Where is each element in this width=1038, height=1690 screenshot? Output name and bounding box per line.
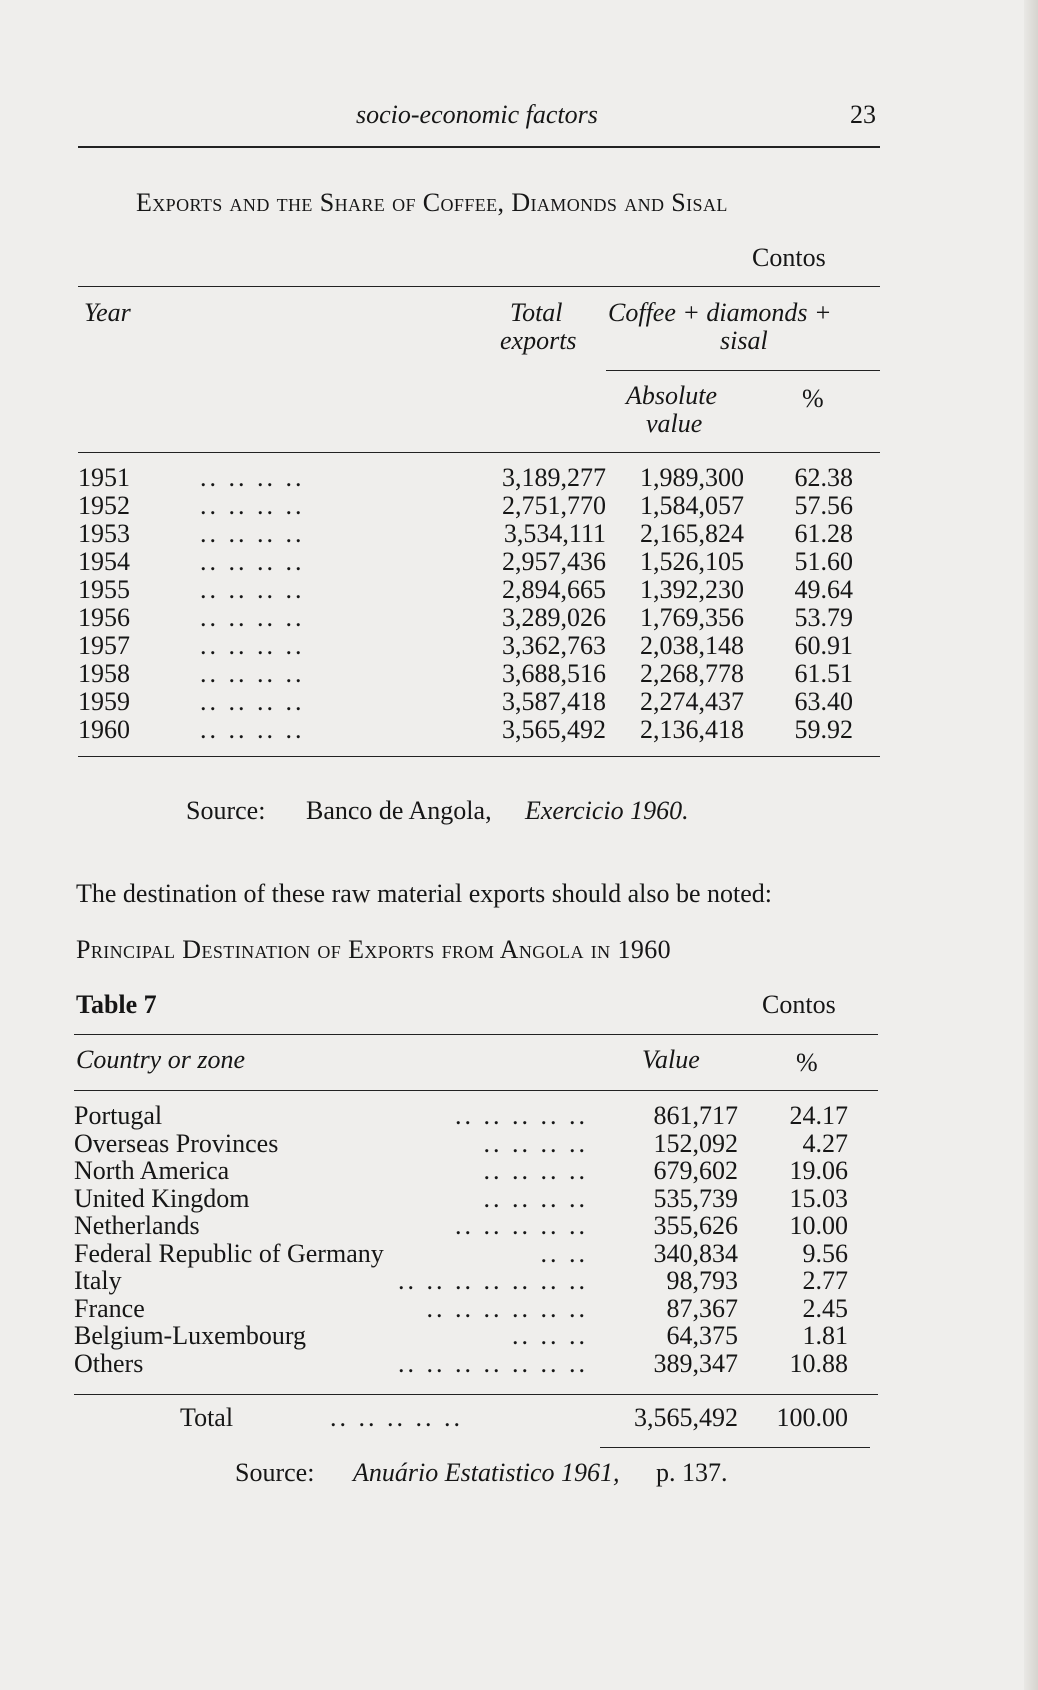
table1-col-group-line2: sisal: [720, 326, 768, 355]
row-absolute-value: 1,584,057: [640, 491, 744, 520]
table2-source-title: Anuário Estatistico 1961,: [353, 1458, 620, 1487]
row-leader-dots: .. .. .. ..: [200, 491, 305, 520]
row-year: 1956: [78, 603, 130, 632]
table2-total-value: 3,565,492: [634, 1403, 738, 1432]
row-absolute-value: 1,989,300: [640, 463, 744, 492]
table2-total-label: Total: [180, 1403, 234, 1432]
row-leader-dots: .. .. .. ..: [200, 463, 305, 492]
row-total-exports: 3,587,418: [502, 687, 606, 716]
table1-bottom-rule: [78, 756, 880, 757]
table2-total-percent: 100.00: [776, 1403, 848, 1432]
row-leader-dots: .. .. .. ..: [200, 715, 305, 744]
table2-source-text: p. 137.: [656, 1458, 728, 1487]
row-leader-dots: .. .. .. ..: [483, 1156, 588, 1185]
row-year: 1959: [78, 687, 130, 716]
table1-header-rule: [78, 452, 880, 453]
row-leader-dots: .. ..: [540, 1238, 588, 1268]
row-total-exports: 2,751,770: [502, 491, 606, 520]
row-total-exports: 2,957,436: [502, 547, 606, 576]
table1-source-text: Banco de Angola,: [306, 796, 492, 825]
table2-label: Table 7: [76, 990, 157, 1019]
row-leader-dots: .. .. .. .. .. ..: [426, 1293, 588, 1323]
row-year: 1955: [78, 575, 130, 604]
row-percent: 49.64: [794, 575, 853, 604]
row-absolute-value: 2,165,824: [640, 519, 744, 548]
row-percent: 24.17: [789, 1101, 848, 1130]
table1-title: Exports and the Share of Coffee, Diamonds and Sisal: [136, 188, 728, 217]
table1-col-absolute-line2: value: [646, 409, 703, 438]
row-absolute-value: 2,038,148: [640, 631, 744, 660]
table1-col-absolute-line1: Absolute: [626, 381, 717, 410]
row-percent: 53.79: [794, 603, 853, 632]
row-year: 1957: [78, 631, 130, 660]
row-year: 1953: [78, 519, 130, 548]
row-percent: 61.28: [794, 519, 853, 548]
row-year: 1952: [78, 491, 130, 520]
row-total-exports: 3,189,277: [502, 463, 606, 492]
row-percent: 2.45: [802, 1293, 848, 1323]
table2-header-rule: [74, 1090, 878, 1091]
row-year: 1960: [78, 715, 130, 744]
row-percent: 63.40: [794, 687, 853, 716]
table1-unit: Contos: [752, 243, 826, 272]
row-value: 355,626: [653, 1211, 738, 1240]
row-leader-dots: .. .. .. .. .. .. ..: [398, 1266, 588, 1295]
row-value: 64,375: [666, 1321, 738, 1350]
body-paragraph: The destination of these raw material exports should also be noted:: [76, 879, 773, 908]
row-leader-dots: .. .. .. ..: [483, 1183, 588, 1213]
table2-source-label: Source:: [235, 1458, 315, 1487]
row-country: France: [74, 1293, 145, 1323]
row-percent: 61.51: [794, 659, 853, 688]
row-leader-dots: .. .. ..: [512, 1321, 588, 1350]
row-country: Netherlands: [74, 1211, 200, 1240]
row-country: North America: [74, 1156, 230, 1185]
table1-col-total-line1: Total: [510, 298, 563, 327]
row-total-exports: 3,688,516: [502, 659, 606, 688]
row-year: 1954: [78, 547, 130, 576]
row-country: Overseas Provinces: [74, 1128, 279, 1158]
row-percent: 10.88: [789, 1348, 848, 1378]
header-rule: [78, 146, 880, 148]
table2-total-rule: [600, 1447, 870, 1448]
row-percent: 9.56: [802, 1238, 848, 1268]
row-percent: 62.38: [794, 463, 853, 492]
row-absolute-value: 2,136,418: [640, 715, 744, 744]
row-percent: 59.92: [794, 715, 853, 744]
row-leader-dots: .. .. .. ..: [200, 631, 305, 660]
row-absolute-value: 2,268,778: [640, 659, 744, 688]
row-percent: 15.03: [789, 1183, 848, 1213]
row-leader-dots: .. .. .. ..: [200, 603, 305, 632]
row-percent: 4.27: [802, 1128, 848, 1158]
table2-title: Principal Destination of Exports from Angola in 1960: [76, 935, 672, 964]
row-leader-dots: .. .. .. .. .. .. ..: [398, 1348, 588, 1378]
row-leader-dots: .. .. .. ..: [200, 519, 305, 548]
table1-col-year: Year: [84, 298, 131, 327]
row-leader-dots: .. .. .. ..: [200, 687, 305, 716]
row-percent: 10.00: [789, 1211, 848, 1240]
row-leader-dots: .. .. .. ..: [200, 547, 305, 576]
row-percent: 19.06: [789, 1156, 848, 1185]
page-edge-shadow: [1024, 0, 1038, 1690]
row-absolute-value: 2,274,437: [640, 687, 744, 716]
row-leader-dots: .. .. .. ..: [200, 659, 305, 688]
table1-col-total-line2: exports: [500, 326, 577, 355]
row-value: 340,834: [653, 1238, 738, 1268]
running-head: socio-economic factors: [356, 100, 598, 129]
row-percent: 60.91: [794, 631, 853, 660]
row-country: Italy: [74, 1266, 122, 1295]
table2-total-dots: .. .. .. .. ..: [330, 1403, 463, 1432]
table2-col-percent: %: [796, 1048, 818, 1077]
row-value: 98,793: [666, 1266, 738, 1295]
row-total-exports: 3,289,026: [502, 603, 606, 632]
table1-col-group-line1: Coffee + diamonds +: [608, 298, 832, 327]
row-total-exports: 3,534,111: [503, 519, 606, 548]
row-leader-dots: .. .. .. ..: [200, 575, 305, 604]
row-value: 389,347: [653, 1348, 738, 1378]
table1-group-rule: [606, 370, 880, 371]
row-percent: 2.77: [802, 1266, 848, 1295]
row-leader-dots: .. .. .. .. ..: [455, 1211, 588, 1240]
row-value: 87,367: [666, 1293, 738, 1323]
row-percent: 57.56: [794, 491, 853, 520]
row-leader-dots: .. .. .. ..: [483, 1128, 588, 1158]
row-year: 1951: [78, 463, 130, 492]
row-country: Others: [74, 1348, 144, 1378]
row-percent: 51.60: [794, 547, 853, 576]
row-total-exports: 2,894,665: [502, 575, 606, 604]
page-number: 23: [850, 100, 876, 129]
table2-top-rule: [74, 1034, 878, 1035]
row-value: 861,717: [653, 1101, 738, 1130]
table2-col-value: Value: [642, 1045, 700, 1074]
table1-top-rule: [78, 286, 880, 287]
row-country: Federal Republic of Germany: [74, 1238, 384, 1268]
row-percent: 1.81: [802, 1321, 848, 1350]
row-country: Belgium-Luxembourg: [74, 1321, 307, 1350]
row-total-exports: 3,565,492: [502, 715, 606, 744]
row-value: 679,602: [653, 1156, 738, 1185]
row-total-exports: 3,362,763: [502, 631, 606, 660]
table1-col-percent: %: [802, 384, 824, 413]
row-value: 535,739: [653, 1183, 738, 1213]
table1-source-label: Source:: [186, 796, 266, 825]
table1-source-title: Exercicio 1960.: [525, 796, 689, 825]
row-absolute-value: 1,769,356: [640, 603, 744, 632]
row-value: 152,092: [653, 1128, 738, 1158]
table2-unit: Contos: [762, 990, 836, 1019]
table2-bottom-rule: [74, 1394, 878, 1395]
row-absolute-value: 1,526,105: [640, 547, 744, 576]
row-country: United Kingdom: [74, 1183, 250, 1213]
row-year: 1958: [78, 659, 130, 688]
row-leader-dots: .. .. .. .. ..: [455, 1101, 588, 1130]
table2-col-country: Country or zone: [76, 1045, 245, 1074]
row-country: Portugal: [74, 1101, 163, 1130]
row-absolute-value: 1,392,230: [640, 575, 744, 604]
